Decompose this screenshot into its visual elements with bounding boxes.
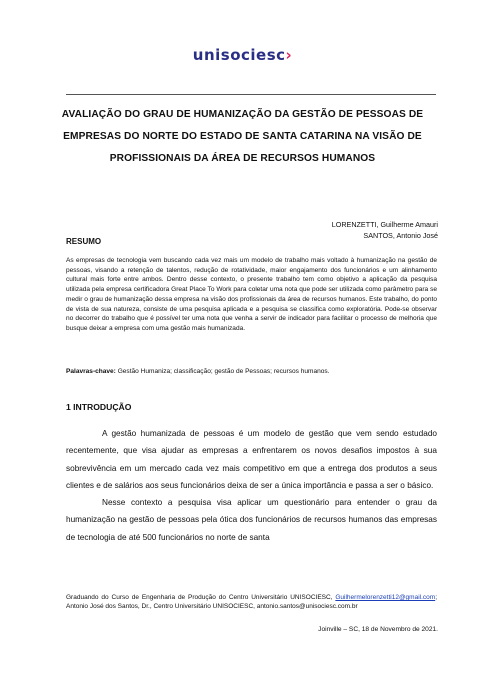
footnote	[66, 593, 437, 612]
abstract-heading: RESUMO	[66, 237, 102, 246]
keywords-line	[66, 367, 437, 377]
introduction-heading: 1 INTRODUÇÃO	[66, 402, 132, 412]
footnote-coauthor: ; Antonio José dos Santos, Dr., Centro Universitário UNISOCIESC, antonio.santos@unisociesc.com.br	[66, 594, 437, 611]
unisociesc-logo	[0, 46, 485, 64]
author-list	[332, 219, 438, 241]
introduction-body	[66, 425, 437, 546]
logo-chevron-icon: ›	[285, 46, 293, 64]
abstract-text: As empresas de tecnologia vem buscando cada vez mais um modelo de trabalho mais voltado à humanização na gestão de pessoas, visando a retenção de talentos, redução de rotatividade, maior engajamento dos funcionários e um alinhamento cultural mais forte entre ambos. Dentro desse contexto, o presente trabalho tem como objetivo a aplicação da pesquisa utilizada pela empresa certificadora Great Place To Work para coletar uma nota que pode ser utilizada como parâmetro para se medir o grau de humanização dessa empresa na visão dos profissionais da área de recursos humanos. Este trabalho, do ponto de vista de sua natureza, consiste de uma pesquisa aplicada e a pesquisa se classifica como exploratória. Pode-se observar no decorrer do trabalho que é possível ter uma nota que venha a servir de indicador para facilitar o processo de melhoria que busque deixar a empresa com uma gestão mais humanizada.	[66, 257, 437, 332]
author-email-link[interactable]: Guilhermelorenzetti12@gmail.com	[335, 594, 436, 601]
paper-title: AVALIAÇÃO DO GRAU DE HUMANIZAÇÃO DA GESTÃO DE PESSOAS DE EMPRESAS DO NORTE DO ESTADO DE SANTA CATARINA NA VISÃO DE PROFISSIONAIS DA ÁREA DE RECURSOS HUMANOS	[61, 109, 424, 164]
intro-paragraph-1: A gestão humanizada de pessoas é um modelo de gestão que vem sendo estudado recentemente, que visa ajudar as empresas a enfrentarem os novos desafios impostos à sua sobrevivência em um mercado cada vez mais competitivo em que a entrega dos produtos a seus clientes e de salários aos seus funcionários deixa de ser a única importância e passa a ser o básico.	[66, 429, 437, 490]
keywords-value: Gestão Humaniza; classificação; gestão de Pessoas; recursos humanos.	[117, 368, 330, 375]
keywords-label: Palavras-chave:	[66, 368, 116, 375]
author-2: SANTOS, Antonio José	[363, 231, 438, 240]
intro-paragraph-2: Nesse contexto a pesquisa visa aplicar um questionário para entender o grau da humanização na gestão de pessoas pela ótica dos funcionários de recursos humanos das empresas de tecnologia de até 500 funcionários no norte de santa	[66, 498, 437, 542]
footnote-affiliation: Graduando do Curso de Engenharia de Produção do Centro Universitário UNISOCIESC,	[66, 594, 336, 601]
author-1: LORENZETTI, Guilherme Amauri	[331, 220, 438, 229]
dateline: Joinville – SC, 18 de Novembro de 2021.	[318, 626, 438, 633]
header-divider	[66, 94, 436, 95]
logo-text: unisociesc	[192, 46, 286, 64]
